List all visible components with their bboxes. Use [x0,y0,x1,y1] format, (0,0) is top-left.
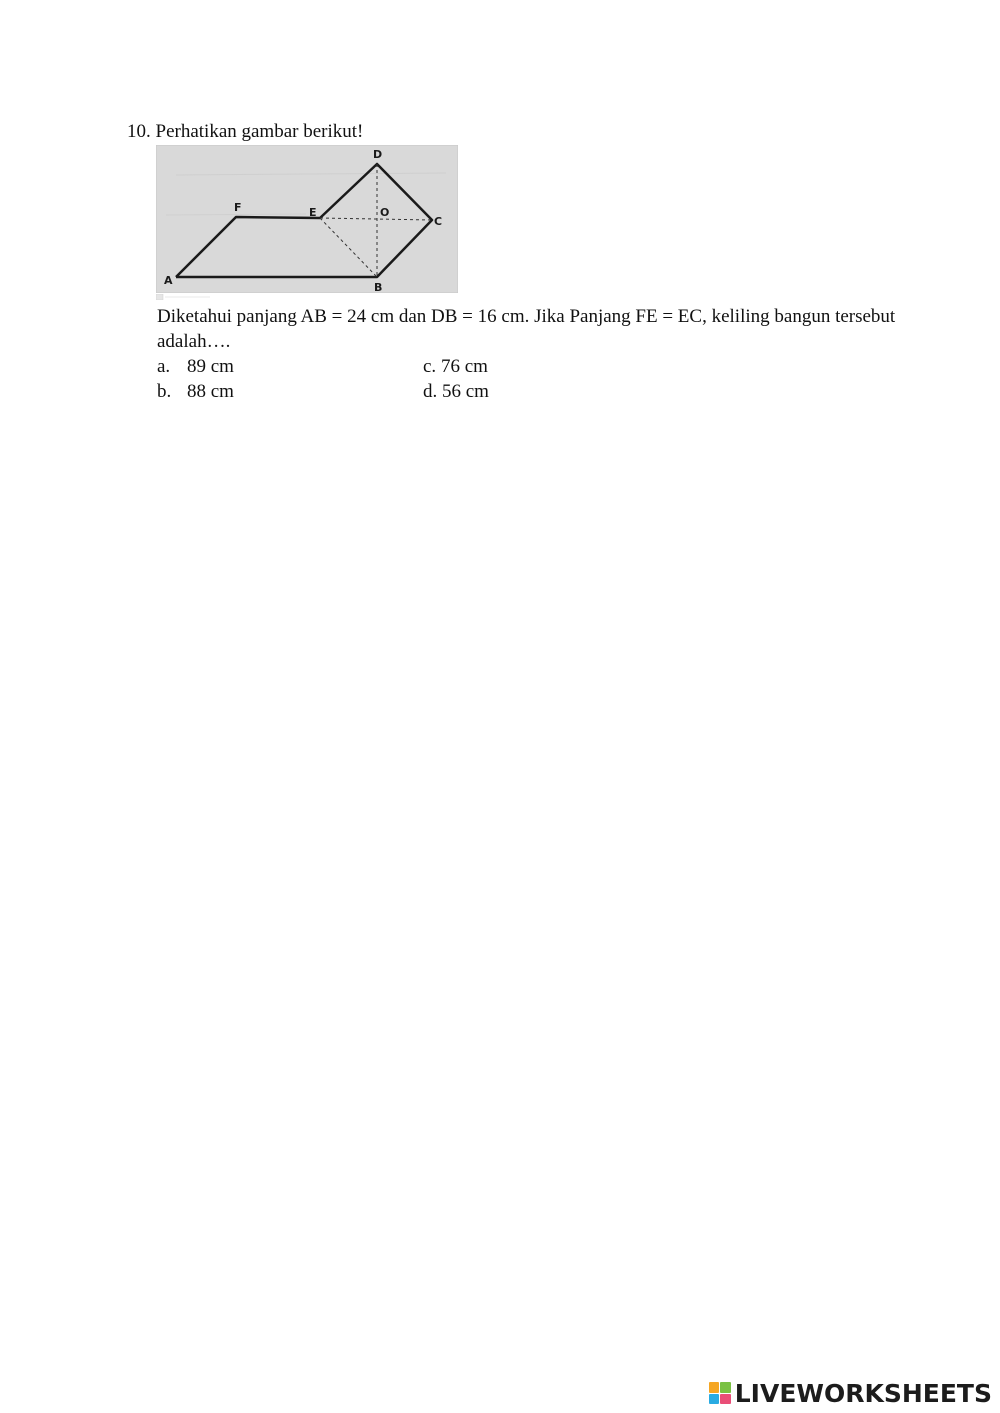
logo-square [709,1394,720,1405]
option-text: 56 cm [442,381,489,402]
logo-square [709,1382,720,1393]
liveworksheets-brand [709,1376,992,1410]
option-letter: b. [157,381,172,402]
label-a: A [164,274,173,287]
option-text: 88 cm [187,381,234,402]
image-caption-thumbnail [156,294,216,300]
option-text: 89 cm [187,356,234,377]
option-letter: a. [157,356,171,377]
brand-name: LIVEWORKSHEETS [734,1378,992,1408]
question-stem: Diketahui panjang AB = 24 cm dan DB = 16 cm. Jika Panjang FE = EC, keliling bangun tersebut adalah…. [157,306,896,352]
label-o: O [380,206,390,219]
option-d[interactable] [423,379,489,404]
liveworksheets-logo-icon [709,1382,731,1404]
option-letter: d. [423,381,438,402]
label-d: D [373,148,383,161]
option-a[interactable] [157,354,234,379]
label-e: E [309,206,317,219]
label-b: B [374,281,383,293]
geometry-figure [156,145,458,293]
logo-square [720,1394,731,1405]
geometry-figure-svg [156,145,458,293]
label-c: C [434,215,443,228]
option-letter: c. [423,356,437,377]
option-c[interactable] [423,354,488,379]
option-b[interactable] [157,379,234,404]
question-number-line: 10. Perhatikan gambar berikut! [127,121,364,142]
logo-square [720,1382,731,1393]
option-text: 76 cm [440,356,488,377]
label-f: F [234,201,242,214]
